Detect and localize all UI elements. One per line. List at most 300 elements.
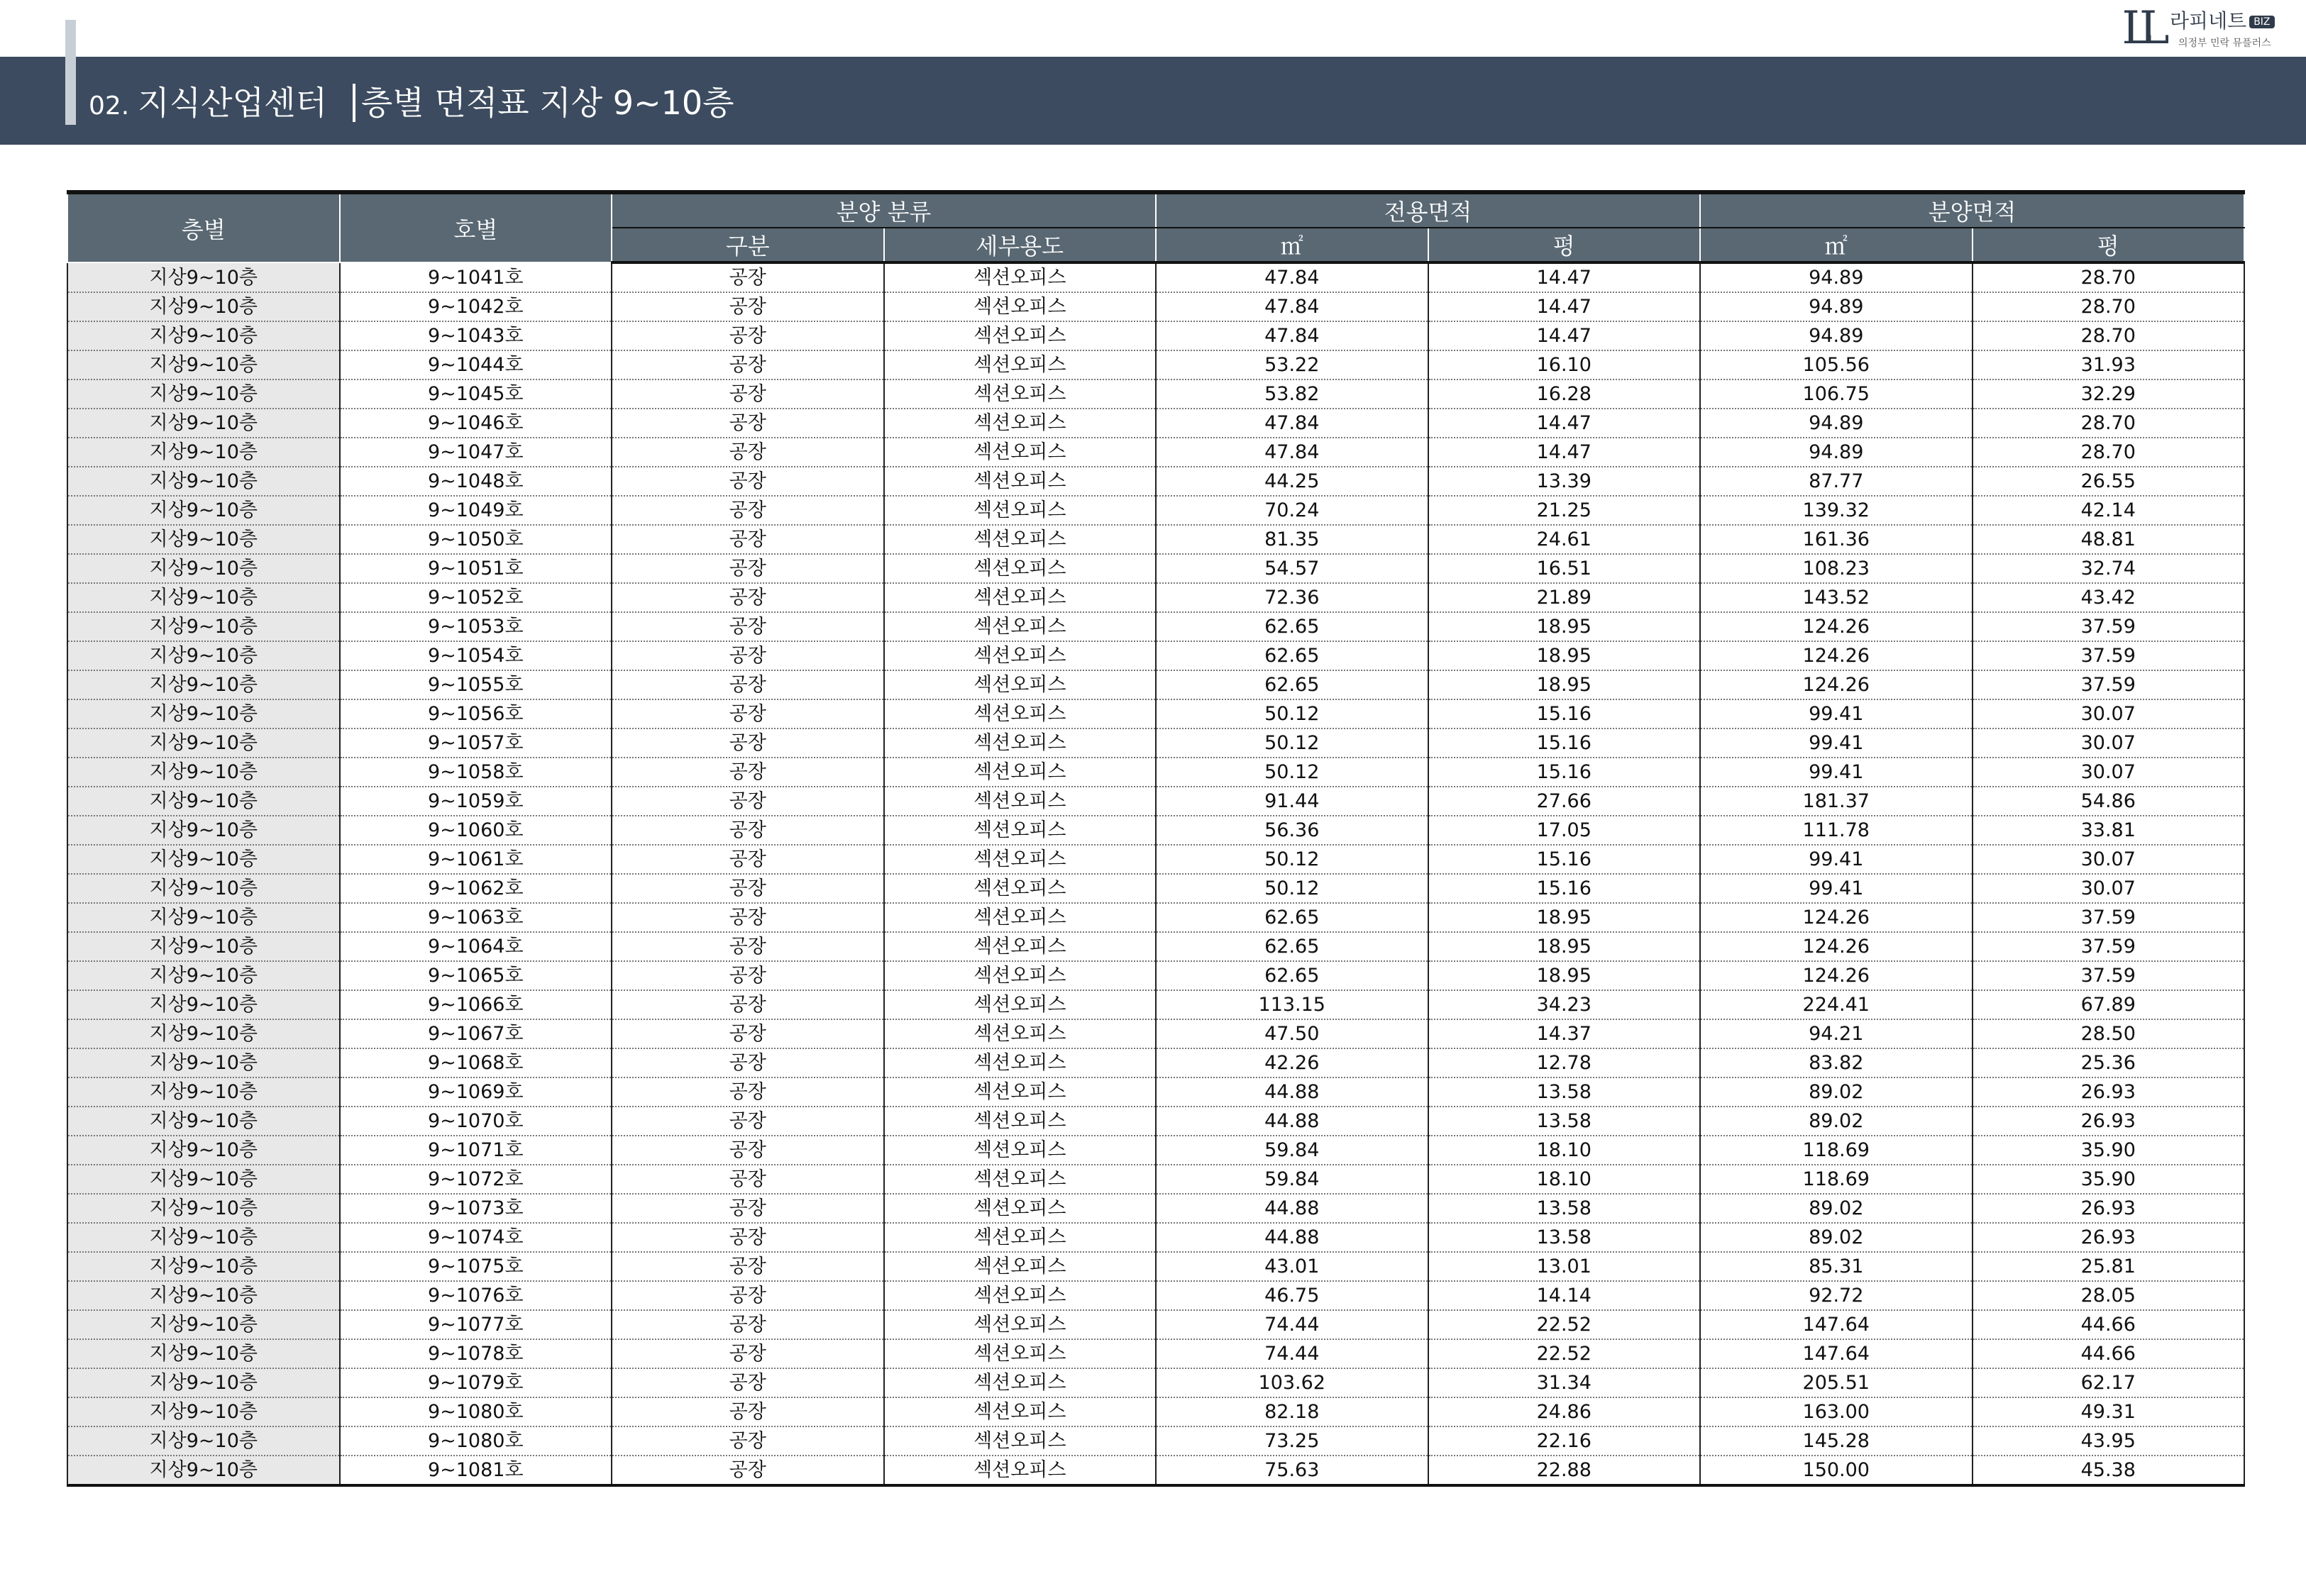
cell-detail-use: 섹션오피스 bbox=[884, 292, 1157, 321]
table-row bbox=[67, 292, 2244, 321]
cell-category: 공장 bbox=[612, 583, 884, 612]
cell-sale-pyeong: 28.50 bbox=[1973, 1019, 2245, 1048]
cell-unit: 9~1072호 bbox=[340, 1165, 612, 1194]
table-row bbox=[67, 438, 2244, 467]
cell-floor: 지상9~10층 bbox=[67, 438, 340, 467]
cell-category: 공장 bbox=[612, 467, 884, 496]
cell-detail-use: 섹션오피스 bbox=[884, 612, 1157, 641]
cell-exclusive-pyeong: 15.16 bbox=[1428, 845, 1701, 874]
cell-sale-sqm: 118.69 bbox=[1700, 1136, 1973, 1165]
cell-unit: 9~1065호 bbox=[340, 961, 612, 990]
header-exclusive-pyeong: 평 bbox=[1428, 228, 1701, 262]
cell-sale-pyeong: 26.93 bbox=[1973, 1194, 2245, 1223]
cell-unit: 9~1080호 bbox=[340, 1426, 612, 1456]
cell-exclusive-sqm: 74.44 bbox=[1156, 1310, 1428, 1339]
cell-exclusive-sqm: 113.15 bbox=[1156, 990, 1428, 1019]
cell-sale-sqm: 124.26 bbox=[1700, 641, 1973, 670]
cell-sale-sqm: 99.41 bbox=[1700, 874, 1973, 903]
cell-exclusive-pyeong: 18.95 bbox=[1428, 903, 1701, 932]
cell-sale-sqm: 89.02 bbox=[1700, 1107, 1973, 1136]
cell-floor: 지상9~10층 bbox=[67, 816, 340, 845]
table-row bbox=[67, 1194, 2244, 1223]
cell-detail-use: 섹션오피스 bbox=[884, 1281, 1157, 1310]
cell-detail-use: 섹션오피스 bbox=[884, 903, 1157, 932]
cell-floor: 지상9~10층 bbox=[67, 292, 340, 321]
header-sale-class: 분양 분류 bbox=[612, 192, 1156, 228]
cell-category: 공장 bbox=[612, 1019, 884, 1048]
cell-exclusive-pyeong: 18.95 bbox=[1428, 612, 1701, 641]
cell-exclusive-sqm: 91.44 bbox=[1156, 787, 1428, 816]
cell-sale-sqm: 94.89 bbox=[1700, 292, 1973, 321]
cell-sale-pyeong: 49.31 bbox=[1973, 1397, 2245, 1426]
cell-category: 공장 bbox=[612, 699, 884, 728]
cell-category: 공장 bbox=[612, 816, 884, 845]
table-row bbox=[67, 583, 2244, 612]
cell-category: 공장 bbox=[612, 874, 884, 903]
cell-detail-use: 섹션오피스 bbox=[884, 321, 1157, 350]
cell-exclusive-pyeong: 22.88 bbox=[1428, 1456, 1701, 1485]
table-row bbox=[67, 1107, 2244, 1136]
table-row bbox=[67, 961, 2244, 990]
table-row bbox=[67, 1019, 2244, 1048]
cell-detail-use: 섹션오피스 bbox=[884, 1165, 1157, 1194]
cell-detail-use: 섹션오피스 bbox=[884, 1136, 1157, 1165]
cell-sale-pyeong: 37.59 bbox=[1973, 961, 2245, 990]
cell-exclusive-sqm: 62.65 bbox=[1156, 641, 1428, 670]
brand-logo bbox=[2114, 3, 2299, 55]
cell-floor: 지상9~10층 bbox=[67, 554, 340, 583]
cell-exclusive-sqm: 42.26 bbox=[1156, 1048, 1428, 1077]
cell-exclusive-sqm: 46.75 bbox=[1156, 1281, 1428, 1310]
header-detail-use: 세부용도 bbox=[884, 228, 1157, 262]
cell-sale-sqm: 111.78 bbox=[1700, 816, 1973, 845]
cell-exclusive-pyeong: 15.16 bbox=[1428, 699, 1701, 728]
cell-exclusive-sqm: 44.88 bbox=[1156, 1077, 1428, 1107]
cell-floor: 지상9~10층 bbox=[67, 350, 340, 379]
cell-exclusive-pyeong: 13.58 bbox=[1428, 1107, 1701, 1136]
cell-exclusive-sqm: 47.84 bbox=[1156, 409, 1428, 438]
cell-sale-sqm: 143.52 bbox=[1700, 583, 1973, 612]
cell-floor: 지상9~10층 bbox=[67, 1281, 340, 1310]
cell-exclusive-sqm: 47.84 bbox=[1156, 292, 1428, 321]
cell-unit: 9~1054호 bbox=[340, 641, 612, 670]
cell-sale-pyeong: 26.93 bbox=[1973, 1223, 2245, 1252]
header-exclusive-area: 전용면적 bbox=[1156, 192, 1700, 228]
cell-exclusive-sqm: 62.65 bbox=[1156, 612, 1428, 641]
cell-exclusive-pyeong: 16.10 bbox=[1428, 350, 1701, 379]
cell-category: 공장 bbox=[612, 612, 884, 641]
cell-detail-use: 섹션오피스 bbox=[884, 1077, 1157, 1107]
cell-exclusive-pyeong: 16.28 bbox=[1428, 379, 1701, 409]
cell-sale-pyeong: 30.07 bbox=[1973, 728, 2245, 758]
cell-exclusive-sqm: 47.84 bbox=[1156, 438, 1428, 467]
cell-exclusive-pyeong: 27.66 bbox=[1428, 787, 1701, 816]
cell-exclusive-pyeong: 18.95 bbox=[1428, 961, 1701, 990]
cell-floor: 지상9~10층 bbox=[67, 496, 340, 525]
cell-sale-sqm: 139.32 bbox=[1700, 496, 1973, 525]
cell-detail-use: 섹션오피스 bbox=[884, 758, 1157, 787]
cell-sale-sqm: 181.37 bbox=[1700, 787, 1973, 816]
cell-sale-pyeong: 28.70 bbox=[1973, 409, 2245, 438]
cell-unit: 9~1073호 bbox=[340, 1194, 612, 1223]
page-title bbox=[89, 78, 734, 128]
cell-sale-pyeong: 32.74 bbox=[1973, 554, 2245, 583]
cell-category: 공장 bbox=[612, 990, 884, 1019]
cell-sale-pyeong: 37.59 bbox=[1973, 641, 2245, 670]
cell-unit: 9~1076호 bbox=[340, 1281, 612, 1310]
cell-sale-pyeong: 37.59 bbox=[1973, 670, 2245, 699]
cell-exclusive-sqm: 56.36 bbox=[1156, 816, 1428, 845]
cell-sale-pyeong: 37.59 bbox=[1973, 612, 2245, 641]
cell-unit: 9~1042호 bbox=[340, 292, 612, 321]
cell-category: 공장 bbox=[612, 932, 884, 961]
cell-floor: 지상9~10층 bbox=[67, 874, 340, 903]
cell-detail-use: 섹션오피스 bbox=[884, 961, 1157, 990]
cell-category: 공장 bbox=[612, 641, 884, 670]
cell-unit: 9~1051호 bbox=[340, 554, 612, 583]
cell-unit: 9~1043호 bbox=[340, 321, 612, 350]
cell-unit: 9~1053호 bbox=[340, 612, 612, 641]
cell-detail-use: 섹션오피스 bbox=[884, 1339, 1157, 1368]
cell-sale-pyeong: 43.42 bbox=[1973, 583, 2245, 612]
cell-sale-pyeong: 30.07 bbox=[1973, 699, 2245, 728]
table-row bbox=[67, 321, 2244, 350]
cell-exclusive-pyeong: 18.95 bbox=[1428, 641, 1701, 670]
cell-sale-sqm: 85.31 bbox=[1700, 1252, 1973, 1281]
table-row bbox=[67, 699, 2244, 728]
cell-category: 공장 bbox=[612, 903, 884, 932]
cell-unit: 9~1055호 bbox=[340, 670, 612, 699]
cell-floor: 지상9~10층 bbox=[67, 612, 340, 641]
cell-exclusive-sqm: 75.63 bbox=[1156, 1456, 1428, 1485]
cell-sale-sqm: 99.41 bbox=[1700, 845, 1973, 874]
cell-category: 공장 bbox=[612, 1136, 884, 1165]
cell-detail-use: 섹션오피스 bbox=[884, 932, 1157, 961]
cell-unit: 9~1044호 bbox=[340, 350, 612, 379]
cell-category: 공장 bbox=[612, 1456, 884, 1485]
cell-unit: 9~1066호 bbox=[340, 990, 612, 1019]
cell-detail-use: 섹션오피스 bbox=[884, 554, 1157, 583]
cell-sale-sqm: 150.00 bbox=[1700, 1456, 1973, 1485]
table-row bbox=[67, 1077, 2244, 1107]
cell-exclusive-sqm: 50.12 bbox=[1156, 758, 1428, 787]
cell-sale-pyeong: 37.59 bbox=[1973, 932, 2245, 961]
cell-exclusive-pyeong: 15.16 bbox=[1428, 728, 1701, 758]
cell-sale-sqm: 94.89 bbox=[1700, 409, 1973, 438]
table-row bbox=[67, 1048, 2244, 1077]
cell-exclusive-sqm: 62.65 bbox=[1156, 903, 1428, 932]
cell-exclusive-pyeong: 17.05 bbox=[1428, 816, 1701, 845]
cell-floor: 지상9~10층 bbox=[67, 321, 340, 350]
cell-exclusive-pyeong: 21.25 bbox=[1428, 496, 1701, 525]
table-row bbox=[67, 379, 2244, 409]
cell-category: 공장 bbox=[612, 321, 884, 350]
cell-sale-pyeong: 28.70 bbox=[1973, 292, 2245, 321]
cell-floor: 지상9~10층 bbox=[67, 903, 340, 932]
cell-unit: 9~1062호 bbox=[340, 874, 612, 903]
cell-detail-use: 섹션오피스 bbox=[884, 641, 1157, 670]
cell-unit: 9~1047호 bbox=[340, 438, 612, 467]
area-table bbox=[67, 190, 2245, 1487]
header-category: 구분 bbox=[612, 228, 884, 262]
cell-detail-use: 섹션오피스 bbox=[884, 728, 1157, 758]
cell-floor: 지상9~10층 bbox=[67, 670, 340, 699]
cell-floor: 지상9~10층 bbox=[67, 728, 340, 758]
cell-sale-sqm: 83.82 bbox=[1700, 1048, 1973, 1077]
cell-floor: 지상9~10층 bbox=[67, 525, 340, 554]
cell-exclusive-pyeong: 14.47 bbox=[1428, 262, 1701, 292]
cell-sale-pyeong: 62.17 bbox=[1973, 1368, 2245, 1397]
table-row bbox=[67, 641, 2244, 670]
cell-category: 공장 bbox=[612, 728, 884, 758]
table-row bbox=[67, 350, 2244, 379]
cell-exclusive-pyeong: 12.78 bbox=[1428, 1048, 1701, 1077]
cell-exclusive-sqm: 103.62 bbox=[1156, 1368, 1428, 1397]
table-row bbox=[67, 496, 2244, 525]
cell-exclusive-pyeong: 13.01 bbox=[1428, 1252, 1701, 1281]
table-row bbox=[67, 845, 2244, 874]
cell-sale-sqm: 94.89 bbox=[1700, 438, 1973, 467]
cell-category: 공장 bbox=[612, 1368, 884, 1397]
header-floor: 층별 bbox=[67, 192, 340, 262]
table-row bbox=[67, 1397, 2244, 1426]
cell-sale-sqm: 108.23 bbox=[1700, 554, 1973, 583]
cell-category: 공장 bbox=[612, 1310, 884, 1339]
cell-sale-sqm: 89.02 bbox=[1700, 1194, 1973, 1223]
cell-exclusive-pyeong: 24.61 bbox=[1428, 525, 1701, 554]
cell-detail-use: 섹션오피스 bbox=[884, 467, 1157, 496]
cell-sale-pyeong: 28.70 bbox=[1973, 262, 2245, 292]
cell-exclusive-pyeong: 22.52 bbox=[1428, 1339, 1701, 1368]
cell-floor: 지상9~10층 bbox=[67, 1456, 340, 1485]
cell-category: 공장 bbox=[612, 379, 884, 409]
cell-sale-pyeong: 44.66 bbox=[1973, 1339, 2245, 1368]
cell-sale-sqm: 124.26 bbox=[1700, 612, 1973, 641]
cell-floor: 지상9~10층 bbox=[67, 1077, 340, 1107]
table-row bbox=[67, 1339, 2244, 1368]
cell-unit: 9~1063호 bbox=[340, 903, 612, 932]
cell-exclusive-sqm: 59.84 bbox=[1156, 1136, 1428, 1165]
cell-floor: 지상9~10층 bbox=[67, 262, 340, 292]
cell-detail-use: 섹션오피스 bbox=[884, 1397, 1157, 1426]
cell-exclusive-pyeong: 31.34 bbox=[1428, 1368, 1701, 1397]
table-row bbox=[67, 990, 2244, 1019]
cell-sale-pyeong: 30.07 bbox=[1973, 845, 2245, 874]
cell-exclusive-sqm: 50.12 bbox=[1156, 699, 1428, 728]
cell-unit: 9~1070호 bbox=[340, 1107, 612, 1136]
cell-floor: 지상9~10층 bbox=[67, 1165, 340, 1194]
header-accent-bar bbox=[65, 20, 76, 125]
cell-sale-pyeong: 43.95 bbox=[1973, 1426, 2245, 1456]
cell-detail-use: 섹션오피스 bbox=[884, 262, 1157, 292]
cell-unit: 9~1061호 bbox=[340, 845, 612, 874]
logo-name bbox=[2170, 6, 2275, 34]
cell-detail-use: 섹션오피스 bbox=[884, 816, 1157, 845]
table-row bbox=[67, 932, 2244, 961]
section-title: 지식산업센터 bbox=[138, 84, 327, 122]
cell-category: 공장 bbox=[612, 787, 884, 816]
cell-exclusive-sqm: 70.24 bbox=[1156, 496, 1428, 525]
cell-floor: 지상9~10층 bbox=[67, 787, 340, 816]
cell-sale-pyeong: 35.90 bbox=[1973, 1136, 2245, 1165]
cell-floor: 지상9~10층 bbox=[67, 1194, 340, 1223]
logo-mark-icon: LL bbox=[2122, 2, 2157, 55]
cell-floor: 지상9~10층 bbox=[67, 845, 340, 874]
cell-detail-use: 섹션오피스 bbox=[884, 583, 1157, 612]
cell-sale-sqm: 99.41 bbox=[1700, 758, 1973, 787]
cell-floor: 지상9~10층 bbox=[67, 961, 340, 990]
cell-sale-sqm: 105.56 bbox=[1700, 350, 1973, 379]
cell-floor: 지상9~10층 bbox=[67, 699, 340, 728]
header-sale-pyeong: 평 bbox=[1973, 228, 2245, 262]
cell-exclusive-pyeong: 14.14 bbox=[1428, 1281, 1701, 1310]
table-row bbox=[67, 1310, 2244, 1339]
cell-unit: 9~1050호 bbox=[340, 525, 612, 554]
cell-unit: 9~1069호 bbox=[340, 1077, 612, 1107]
header-sale-sqm: ㎡ bbox=[1700, 228, 1973, 262]
table-row bbox=[67, 670, 2244, 699]
cell-exclusive-pyeong: 13.58 bbox=[1428, 1194, 1701, 1223]
cell-detail-use: 섹션오피스 bbox=[884, 1252, 1157, 1281]
table-row bbox=[67, 262, 2244, 292]
table-row bbox=[67, 1165, 2244, 1194]
cell-sale-sqm: 99.41 bbox=[1700, 699, 1973, 728]
cell-sale-sqm: 124.26 bbox=[1700, 932, 1973, 961]
cell-floor: 지상9~10층 bbox=[67, 758, 340, 787]
cell-detail-use: 섹션오피스 bbox=[884, 350, 1157, 379]
cell-exclusive-pyeong: 14.47 bbox=[1428, 438, 1701, 467]
cell-unit: 9~1067호 bbox=[340, 1019, 612, 1048]
cell-detail-use: 섹션오피스 bbox=[884, 438, 1157, 467]
cell-sale-pyeong: 35.90 bbox=[1973, 1165, 2245, 1194]
cell-exclusive-sqm: 73.25 bbox=[1156, 1426, 1428, 1456]
cell-floor: 지상9~10층 bbox=[67, 932, 340, 961]
cell-unit: 9~1048호 bbox=[340, 467, 612, 496]
cell-floor: 지상9~10층 bbox=[67, 1368, 340, 1397]
cell-exclusive-pyeong: 15.16 bbox=[1428, 758, 1701, 787]
cell-sale-sqm: 161.36 bbox=[1700, 525, 1973, 554]
cell-exclusive-sqm: 50.12 bbox=[1156, 728, 1428, 758]
cell-unit: 9~1081호 bbox=[340, 1456, 612, 1485]
section-subtitle: 층별 면적표 지상 9~10층 bbox=[353, 84, 734, 122]
cell-category: 공장 bbox=[612, 496, 884, 525]
table-row bbox=[67, 1252, 2244, 1281]
cell-floor: 지상9~10층 bbox=[67, 641, 340, 670]
cell-category: 공장 bbox=[612, 409, 884, 438]
cell-unit: 9~1045호 bbox=[340, 379, 612, 409]
cell-exclusive-pyeong: 24.86 bbox=[1428, 1397, 1701, 1426]
table-row bbox=[67, 728, 2244, 758]
cell-exclusive-pyeong: 18.95 bbox=[1428, 670, 1701, 699]
cell-unit: 9~1075호 bbox=[340, 1252, 612, 1281]
cell-detail-use: 섹션오피스 bbox=[884, 990, 1157, 1019]
table-row bbox=[67, 1368, 2244, 1397]
cell-detail-use: 섹션오피스 bbox=[884, 787, 1157, 816]
cell-floor: 지상9~10층 bbox=[67, 1397, 340, 1426]
cell-sale-sqm: 94.89 bbox=[1700, 321, 1973, 350]
cell-sale-pyeong: 30.07 bbox=[1973, 874, 2245, 903]
cell-floor: 지상9~10층 bbox=[67, 1426, 340, 1456]
table-row bbox=[67, 874, 2244, 903]
cell-floor: 지상9~10층 bbox=[67, 409, 340, 438]
cell-sale-pyeong: 54.86 bbox=[1973, 787, 2245, 816]
table-row bbox=[67, 903, 2244, 932]
cell-exclusive-pyeong: 18.10 bbox=[1428, 1136, 1701, 1165]
cell-sale-pyeong: 26.93 bbox=[1973, 1107, 2245, 1136]
section-number: 02. bbox=[89, 92, 130, 121]
cell-exclusive-pyeong: 14.47 bbox=[1428, 409, 1701, 438]
cell-exclusive-sqm: 50.12 bbox=[1156, 874, 1428, 903]
cell-sale-pyeong: 26.93 bbox=[1973, 1077, 2245, 1107]
cell-unit: 9~1056호 bbox=[340, 699, 612, 728]
cell-sale-sqm: 99.41 bbox=[1700, 728, 1973, 758]
cell-exclusive-sqm: 50.12 bbox=[1156, 845, 1428, 874]
cell-detail-use: 섹션오피스 bbox=[884, 1368, 1157, 1397]
cell-exclusive-pyeong: 13.58 bbox=[1428, 1077, 1701, 1107]
cell-floor: 지상9~10층 bbox=[67, 990, 340, 1019]
logo-tagline: 의정부 민락 뮤플러스 bbox=[2178, 38, 2271, 49]
cell-exclusive-pyeong: 18.10 bbox=[1428, 1165, 1701, 1194]
cell-category: 공장 bbox=[612, 262, 884, 292]
cell-unit: 9~1052호 bbox=[340, 583, 612, 612]
cell-exclusive-sqm: 53.82 bbox=[1156, 379, 1428, 409]
table-row bbox=[67, 554, 2244, 583]
table-row bbox=[67, 1456, 2244, 1485]
cell-sale-pyeong: 48.81 bbox=[1973, 525, 2245, 554]
cell-detail-use: 섹션오피스 bbox=[884, 1223, 1157, 1252]
cell-sale-sqm: 92.72 bbox=[1700, 1281, 1973, 1310]
table-row bbox=[67, 816, 2244, 845]
table-row bbox=[67, 612, 2244, 641]
cell-exclusive-pyeong: 14.47 bbox=[1428, 292, 1701, 321]
cell-floor: 지상9~10층 bbox=[67, 379, 340, 409]
cell-sale-pyeong: 28.05 bbox=[1973, 1281, 2245, 1310]
table-row bbox=[67, 1281, 2244, 1310]
cell-sale-sqm: 147.64 bbox=[1700, 1339, 1973, 1368]
cell-detail-use: 섹션오피스 bbox=[884, 409, 1157, 438]
cell-exclusive-pyeong: 15.16 bbox=[1428, 874, 1701, 903]
cell-floor: 지상9~10층 bbox=[67, 1019, 340, 1048]
cell-unit: 9~1049호 bbox=[340, 496, 612, 525]
cell-detail-use: 섹션오피스 bbox=[884, 379, 1157, 409]
cell-sale-sqm: 224.41 bbox=[1700, 990, 1973, 1019]
cell-exclusive-pyeong: 22.52 bbox=[1428, 1310, 1701, 1339]
cell-detail-use: 섹션오피스 bbox=[884, 670, 1157, 699]
cell-detail-use: 섹션오피스 bbox=[884, 496, 1157, 525]
cell-exclusive-sqm: 54.57 bbox=[1156, 554, 1428, 583]
cell-sale-sqm: 163.00 bbox=[1700, 1397, 1973, 1426]
cell-unit: 9~1079호 bbox=[340, 1368, 612, 1397]
cell-unit: 9~1077호 bbox=[340, 1310, 612, 1339]
cell-exclusive-sqm: 44.88 bbox=[1156, 1223, 1428, 1252]
cell-unit: 9~1059호 bbox=[340, 787, 612, 816]
cell-exclusive-sqm: 81.35 bbox=[1156, 525, 1428, 554]
cell-category: 공장 bbox=[612, 350, 884, 379]
cell-sale-sqm: 124.26 bbox=[1700, 961, 1973, 990]
cell-category: 공장 bbox=[612, 1107, 884, 1136]
cell-sale-sqm: 89.02 bbox=[1700, 1077, 1973, 1107]
cell-category: 공장 bbox=[612, 525, 884, 554]
cell-sale-sqm: 145.28 bbox=[1700, 1426, 1973, 1456]
cell-exclusive-pyeong: 14.37 bbox=[1428, 1019, 1701, 1048]
table-row bbox=[67, 787, 2244, 816]
cell-sale-pyeong: 26.55 bbox=[1973, 467, 2245, 496]
cell-sale-pyeong: 25.81 bbox=[1973, 1252, 2245, 1281]
cell-exclusive-sqm: 43.01 bbox=[1156, 1252, 1428, 1281]
cell-sale-sqm: 118.69 bbox=[1700, 1165, 1973, 1194]
cell-detail-use: 섹션오피스 bbox=[884, 1048, 1157, 1077]
cell-sale-sqm: 147.64 bbox=[1700, 1310, 1973, 1339]
